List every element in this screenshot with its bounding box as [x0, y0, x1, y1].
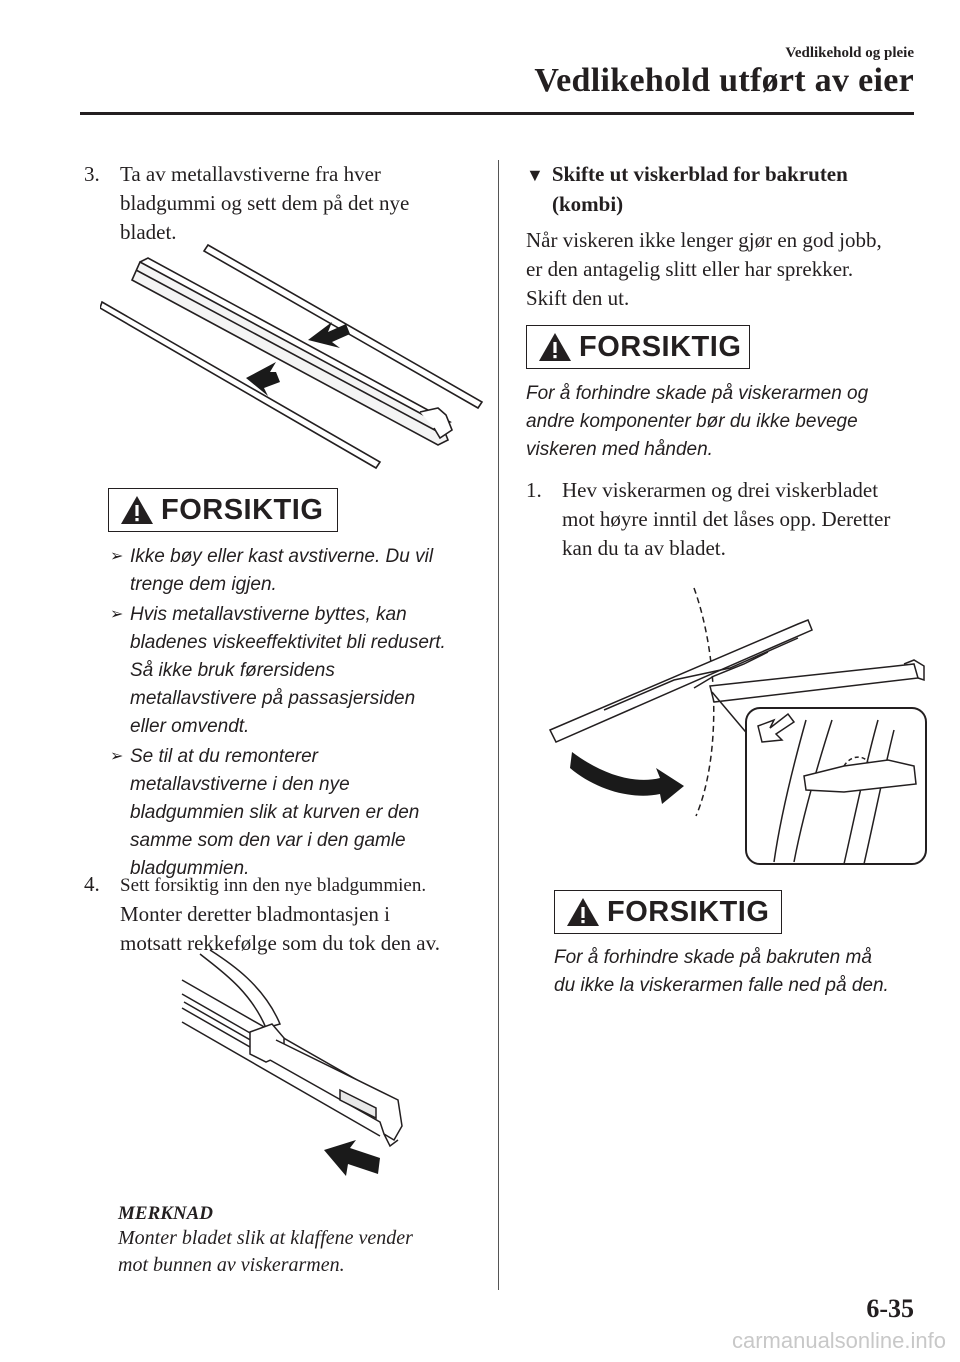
- bullet-line: Ikke bøy eller kast avstiverne. Du vil: [130, 546, 434, 567]
- caution-text: [554, 944, 934, 1000]
- step-text-line: kan du ta av bladet.: [562, 536, 726, 560]
- caution-box: [554, 890, 782, 934]
- bullet-line: bladenes viskeeffektivitet bli redusert.: [130, 632, 446, 653]
- note-text-line: Monter bladet slik at klaffene vender: [118, 1227, 413, 1249]
- intro-line: er den antagelig slitt eller har sprekker.: [526, 257, 854, 281]
- step-number: 3.: [84, 162, 100, 186]
- bullet-line: metallavstiverne i den nye: [130, 774, 350, 795]
- bullet-line: bladgummien.: [130, 858, 250, 879]
- note-label: MERKNAD: [118, 1203, 214, 1224]
- step-number: 1.: [526, 478, 542, 502]
- caution-label: FORSIKTIG: [579, 330, 742, 363]
- section-title-line: Skifte ut viskerblad for bakruten: [551, 162, 848, 186]
- arrow-bullet-icon: ➢: [110, 548, 124, 565]
- intro-line: Når viskeren ikke lenger gjør en god jobb,: [526, 228, 882, 252]
- step-3: [84, 160, 484, 247]
- caution-box: [108, 488, 338, 532]
- bullet-item: [110, 601, 482, 741]
- bullet-line: samme som den var i den gamle: [130, 830, 406, 851]
- caution-text: [526, 380, 926, 464]
- step-text-line: motsatt rekkefølge som du tok den av.: [120, 931, 440, 955]
- step-text-line: Hev viskerarmen og drei viskerbladet: [562, 478, 879, 502]
- arrow-bullet-icon: ➢: [110, 748, 124, 765]
- note-text-line: mot bunnen av viskerarmen.: [118, 1254, 345, 1276]
- intro-line: Skift den ut.: [526, 286, 630, 310]
- figure-rear-wiper: [544, 580, 934, 870]
- caution-list: [110, 543, 482, 883]
- caution-line: andre komponenter bør du ikke bevege: [526, 411, 858, 432]
- caution-line: For å forhindre skade på viskerarmen og: [526, 383, 869, 404]
- caution-line: du ikke la viskerarmen falle ned på den.: [554, 975, 889, 996]
- caution-box: [526, 325, 750, 369]
- arrow-icon: [570, 752, 684, 804]
- warning-triangle-icon: [537, 331, 573, 363]
- step-text-line: bladet.: [120, 220, 177, 244]
- intro-paragraph: [526, 226, 926, 313]
- caution-line: viskeren med hånden.: [526, 439, 713, 460]
- chapter-title: Vedlikehold og pleie: [785, 45, 914, 61]
- arrow-bullet-icon: ➢: [110, 606, 124, 623]
- caution-line: For å forhindre skade på bakruten må: [554, 947, 872, 968]
- watermark: carmanualsonline.info: [731, 1328, 946, 1353]
- header-rule: [80, 112, 914, 115]
- caution-label: FORSIKTIG: [607, 895, 770, 928]
- caution-label: FORSIKTIG: [161, 493, 324, 526]
- warning-triangle-icon: [565, 896, 601, 928]
- bullet-item: [110, 543, 482, 599]
- bullet-line: bladgummien slik at kurven er den: [130, 802, 420, 823]
- bullet-line: trenge dem igjen.: [130, 574, 277, 595]
- warning-triangle-icon: [119, 494, 155, 526]
- step-number: 4.: [84, 872, 100, 896]
- step-text-line: Sett forsiktig inn den nye bladgummien.: [120, 875, 427, 896]
- arrow-icon: [324, 1140, 380, 1176]
- bullet-line: Se til at du remonterer: [130, 746, 318, 767]
- bullet-item: [110, 743, 482, 883]
- section-title-line: (kombi): [552, 192, 624, 216]
- page-number: 6-35: [866, 1294, 914, 1323]
- down-triangle-icon: ▼: [526, 165, 544, 185]
- step-text-line: Monter deretter bladmontasjen i: [120, 902, 390, 926]
- step-text-line: mot høyre inntil det låses opp. Deretter: [562, 507, 891, 531]
- figure-blade-insert: [180, 950, 420, 1185]
- note-block: [118, 1203, 488, 1279]
- bullet-line: Så ikke bruk førersidens: [130, 660, 335, 681]
- step-text-line: Ta av metallavstiverne fra hver: [120, 162, 381, 186]
- column-divider: [498, 160, 499, 1290]
- step-4: [84, 870, 494, 958]
- bullet-line: metallavstivere på passasjersiden: [130, 688, 416, 709]
- figure-stiffener-removal: [100, 240, 490, 470]
- bullet-line: eller omvendt.: [130, 716, 250, 737]
- bullet-line: Hvis metallavstiverne byttes, kan: [130, 604, 407, 625]
- page-title: Vedlikehold utført av eier: [534, 62, 914, 99]
- step-1: [526, 476, 936, 563]
- section-heading: [526, 160, 926, 219]
- step-text-line: bladgummi og sett dem på det nye: [120, 191, 410, 215]
